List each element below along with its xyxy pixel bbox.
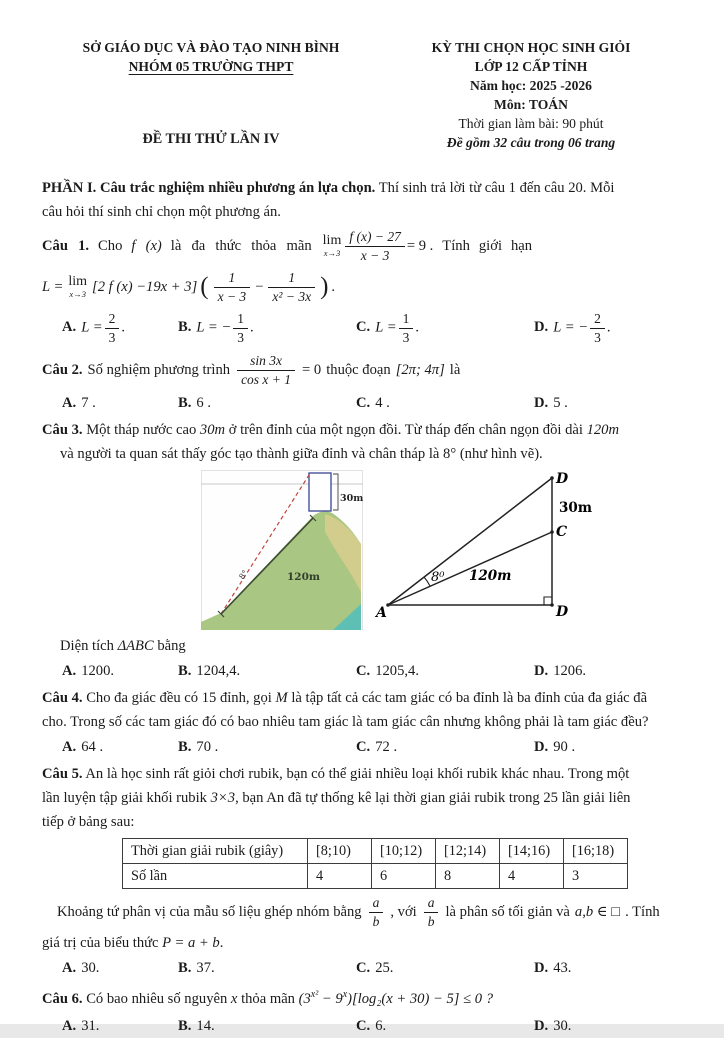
answer-option <box>62 956 178 980</box>
q1-label: Câu 1. <box>42 238 90 254</box>
q3-area-text: Diện tích <box>60 638 114 655</box>
vertex-label-bottom-right: D <box>556 604 569 621</box>
q1-text: Cho <box>98 238 123 254</box>
table-row <box>123 839 628 864</box>
part1-title: PHẦN I. Câu trắc nghiệm nhiều phương án lựa chọn. <box>42 180 376 196</box>
q2-text3: là <box>449 362 461 379</box>
vertex-dot <box>550 530 554 534</box>
answer-option <box>534 311 682 345</box>
option-value: 37. <box>196 960 215 977</box>
table-cell: 4 <box>500 864 564 889</box>
q6-log-term: )[log₂(x + 30) − 5] ≤ 0 ? <box>347 990 494 1007</box>
q3-text3: và người ta quan sát thấy góc tạo thành giữa đỉnh và chân tháp là <box>60 446 440 463</box>
vertex-label-top: D <box>556 471 569 488</box>
frac-denominator: x² − 3x <box>272 288 312 304</box>
table-header-cell: [16;18) <box>564 839 628 864</box>
option-letter: B. <box>178 395 192 412</box>
angle-arc <box>424 577 430 586</box>
question-2 <box>42 350 682 415</box>
q3-figure <box>42 468 682 634</box>
option-value: 1205,4. <box>375 663 419 680</box>
option-letter: D. <box>534 395 549 412</box>
q3-distance-value: 120m <box>586 422 620 439</box>
q1-limit-expression <box>321 229 434 263</box>
answer-option <box>534 956 682 980</box>
option-value: 5 . <box>553 395 568 412</box>
vertex-dot <box>550 476 554 480</box>
minus-sign: − <box>255 279 264 295</box>
hill-photo-illustration <box>201 470 363 630</box>
answer-option <box>534 1014 682 1038</box>
frac-numerator: f (x) − 27 <box>345 229 404 247</box>
option-value: 70 . <box>196 739 219 756</box>
question-6 <box>42 983 682 1038</box>
option-expression: L = − <box>196 319 232 336</box>
answer-option <box>62 311 178 345</box>
answer-option <box>534 391 682 415</box>
option-value: 4 . <box>375 395 390 412</box>
part1-instructions-line2: câu hỏi thí sinh chỉ chọn một phương án. <box>42 204 281 220</box>
frac-numerator: 2 <box>105 311 120 329</box>
answer-option <box>62 659 178 683</box>
frac-denominator: cos x + 1 <box>241 371 292 387</box>
table-cell: 3 <box>564 864 628 889</box>
frac-numerator: 1 <box>233 311 248 329</box>
subject-name: Môn: TOÁN <box>494 97 568 112</box>
school-year: Năm học: 2025 -2026 <box>470 78 592 93</box>
option-letter: A. <box>62 960 77 977</box>
option-value: 7 . <box>81 395 96 412</box>
option-letter: C. <box>356 395 371 412</box>
q6-base1: (3 <box>298 990 311 1007</box>
q5-quartile-line <box>42 893 682 931</box>
table-cell: 6 <box>372 864 436 889</box>
lim-subscript: x→3 <box>323 248 341 259</box>
photo-angle-label: 8° <box>237 568 250 582</box>
option-letter: C. <box>356 739 371 756</box>
school-group: NHÓM 05 TRƯỜNG THPT <box>128 59 294 74</box>
period: . <box>331 279 336 295</box>
question-5 <box>42 762 682 980</box>
answer-option <box>356 956 534 980</box>
answer-option <box>62 1014 178 1038</box>
option-letter: B. <box>178 960 192 977</box>
q6-label: Câu 6. <box>42 990 83 1007</box>
option-letter: D. <box>534 739 549 756</box>
q5-text6: , với <box>390 904 417 921</box>
q1-text3: Tính <box>442 238 470 254</box>
q6-answers <box>42 1014 682 1038</box>
triangle-diagram <box>376 468 606 626</box>
q5-text2: lần luyện tập giải khối rubik <box>42 790 207 807</box>
q3-label: Câu 3. <box>42 422 83 439</box>
table-header-cell: Thời gian giải rubik (giây) <box>123 839 308 864</box>
q5-cube-size: 3×3 <box>210 790 236 807</box>
q2-interval: [2π; 4π] <box>395 362 445 379</box>
q2-equals-zero: = 0 <box>302 362 322 379</box>
frac-numerator: a <box>369 895 384 913</box>
q3-text4: (như hình vẽ). <box>459 446 543 463</box>
contest-title: KỲ THI CHỌN HỌC SINH GIỎI <box>431 40 631 55</box>
table-row <box>123 864 628 889</box>
option-letter: A. <box>62 1018 77 1035</box>
frac-denominator: 3 <box>237 329 244 345</box>
question-3 <box>42 418 682 683</box>
answer-option <box>178 735 356 759</box>
diagram-angle-label: 8⁰ <box>431 570 445 586</box>
q4-label: Câu 4. <box>42 690 83 707</box>
q4-text: Cho đa giác đều có 15 đỉnh, gọi <box>86 690 272 707</box>
q1-bracket-term: [2 f (x) −19x + 3] <box>92 279 198 295</box>
answer-option <box>178 659 356 683</box>
q1-fx: f (x) <box>131 238 162 254</box>
frac-denominator: x − 3 <box>360 247 390 263</box>
answer-option <box>534 735 682 759</box>
option-value: 1200. <box>81 663 115 680</box>
period: . <box>121 319 125 336</box>
option-letter: C. <box>356 663 371 680</box>
option-letter: C. <box>356 960 371 977</box>
q5-label: Câu 5. <box>42 766 83 783</box>
q3-text: Một tháp nước cao <box>86 422 197 439</box>
period: . <box>219 935 224 952</box>
option-letter: A. <box>62 395 77 412</box>
q6-text: Có bao nhiêu số nguyên <box>86 990 228 1007</box>
q5-text7: là phân số tối giản và <box>445 904 570 921</box>
q6-text2: thỏa mãn <box>241 990 295 1007</box>
option-expression: L = <box>81 319 103 336</box>
q2-answers <box>42 391 682 415</box>
frac-denominator: 3 <box>108 329 116 345</box>
q5-text5: Khoảng tứ phân vị của mẫu số liệu ghép nhóm bằng <box>57 904 362 921</box>
option-letter: C. <box>356 319 371 336</box>
q5-text8: . Tính <box>625 904 660 921</box>
option-value: 25. <box>375 960 394 977</box>
answer-option <box>356 311 534 345</box>
answer-option <box>178 391 356 415</box>
frac-denominator: 3 <box>594 329 601 345</box>
q5-expression-P: P = a + b <box>162 935 220 952</box>
vertex-label-A: A <box>376 605 387 622</box>
option-letter: D. <box>534 663 549 680</box>
option-letter: C. <box>356 1018 371 1035</box>
table-cell: 4 <box>308 864 372 889</box>
option-letter: B. <box>178 319 192 336</box>
q6-exponent1: x² <box>310 989 319 1001</box>
frac-denominator: x − 3 <box>217 288 247 304</box>
option-expression: L = − <box>553 319 589 336</box>
option-letter: D. <box>534 319 549 336</box>
vertex-dot <box>550 603 554 607</box>
lim-word: lim <box>322 233 342 249</box>
q1-equals-nine: = 9 . <box>406 238 434 254</box>
option-letter: B. <box>178 739 192 756</box>
table-cell: 8 <box>436 864 500 889</box>
q5-text3: , bạn An đã tự thống kê lại thời gian giải rubik trong 25 lần giải liên <box>235 790 631 807</box>
frac-numerator: 1 <box>268 270 315 288</box>
table-header-cell: [12;14) <box>436 839 500 864</box>
answer-option <box>356 735 534 759</box>
option-value: 31. <box>81 1018 100 1035</box>
option-value: 72 . <box>375 739 398 756</box>
q3-angle-value: 8° <box>443 446 457 463</box>
frac-numerator: sin 3x <box>237 353 295 371</box>
exam-round-title: ĐỀ THI THỬ LẦN IV <box>142 131 280 147</box>
answer-option <box>356 659 534 683</box>
vertex-label-C: C <box>556 524 568 541</box>
lim-word: lim <box>68 274 88 290</box>
option-expression: L = <box>375 319 397 336</box>
exam-header <box>42 38 682 152</box>
q1-L-expression: L = lim x→3 [2 f (x) −19x + 3] ( $\frac{1}{x - 3}$ − $\frac{1}{\text{x² − 3x}}$ ) . <box>42 269 336 304</box>
q5-text4: tiếp ở bảng sau: <box>42 814 135 831</box>
option-letter: D. <box>534 1018 549 1035</box>
q3-text2: ở trên đỉnh của một ngọn đồi. Từ tháp đến chân ngọn đồi dài <box>228 422 583 439</box>
rubik-times-table <box>122 838 628 889</box>
option-value: 64 . <box>81 739 104 756</box>
period: . <box>415 319 419 336</box>
frac-numerator: 2 <box>590 311 605 329</box>
option-value: 14. <box>196 1018 215 1035</box>
option-letter: B. <box>178 663 192 680</box>
period: . <box>606 319 611 336</box>
q4-set-name: M <box>275 690 288 707</box>
q3-answers <box>42 659 682 683</box>
table-header-cell: [10;12) <box>372 839 436 864</box>
exam-duration: Thời gian làm bài: 90 phút <box>458 116 604 131</box>
q5-set-membership: a,b ∈ □ <box>574 904 621 921</box>
q1-answers <box>42 311 682 345</box>
pages-note: Đề gồm 32 câu trong 06 trang <box>446 135 616 150</box>
answer-option <box>356 1014 534 1038</box>
frac-denominator: b <box>427 913 435 929</box>
water-tower <box>309 473 331 511</box>
option-value: 6 . <box>196 395 211 412</box>
q1-text4: giới <box>478 238 502 254</box>
answer-option <box>178 311 356 345</box>
option-letter: A. <box>62 663 77 680</box>
q1-text2: là đa thức thỏa mãn <box>170 238 312 254</box>
answer-option <box>62 735 178 759</box>
option-value: 43. <box>553 960 572 977</box>
q3-triangle-name: ΔABC <box>117 638 154 655</box>
answer-option <box>534 659 682 683</box>
q4-text3: cho. Trong số các tam giác đó có bao nhiêu tam giác là tam giác cân nhưng không phải là tam giác đều? <box>42 714 649 731</box>
part1-instructions: Thí sinh trả lời từ câu 1 đến câu 20. Mỗi <box>375 180 615 196</box>
answer-option <box>178 956 356 980</box>
part1-intro <box>42 176 682 224</box>
table-header-cell: [8;10) <box>308 839 372 864</box>
frac-numerator: 1 <box>399 311 414 329</box>
q3-area-text2: bằng <box>157 638 186 655</box>
table-header-cell: [14;16) <box>500 839 564 864</box>
q6-inequality <box>299 991 493 1007</box>
contest-grade: LỚP 12 CẤP TỈNH <box>474 59 588 74</box>
option-value: 30. <box>553 1018 572 1035</box>
q6-variable: x <box>230 990 238 1007</box>
question-1 <box>42 226 682 345</box>
q2-text2: thuộc đoạn <box>326 362 391 379</box>
department-name: SỞ GIÁO DỤC VÀ ĐÀO TẠO NINH BÌNH <box>82 40 340 55</box>
option-letter: B. <box>178 1018 192 1035</box>
q1-L-equals: L = <box>42 279 64 295</box>
header-left-column <box>42 38 380 152</box>
q6-exponent2: x <box>342 989 348 1001</box>
option-letter: D. <box>534 960 549 977</box>
option-value: 30. <box>81 960 100 977</box>
table-cell: Số lần <box>123 864 308 889</box>
period: . <box>250 319 254 336</box>
q1-text5: hạn <box>511 238 533 254</box>
q5-answers <box>42 956 682 980</box>
frac-numerator: a <box>424 895 439 913</box>
q5-text: An là học sinh rất giỏi chơi rubik, bạn có thể giải nhiều loại khối rubik khác nhau. Trong một <box>85 766 630 783</box>
question-4 <box>42 686 682 759</box>
option-letter: A. <box>62 739 77 756</box>
option-value: 6. <box>375 1018 387 1035</box>
option-value: 90 . <box>553 739 576 756</box>
q5-text9: giá trị của biểu thức <box>42 935 159 952</box>
diagram-height-label: 30m <box>559 500 593 517</box>
answer-option <box>178 1014 356 1038</box>
header-right-column <box>380 38 682 152</box>
frac-denominator: 3 <box>402 329 410 345</box>
q2-label: Câu 2. <box>42 362 83 379</box>
frac-denominator: b <box>372 913 380 929</box>
q6-base2: − 9 <box>321 990 343 1007</box>
option-value: 1206. <box>553 663 587 680</box>
option-value: 1204,4. <box>196 663 241 680</box>
answer-option <box>356 391 534 415</box>
diagram-base-label: 120m <box>469 568 512 585</box>
lim-subscript: x→3 <box>69 289 86 300</box>
line-A-to-top <box>388 478 552 605</box>
q4-text2: là tập tất cả các tam giác có ba đỉnh là ba đỉnh của đa giác đã <box>291 690 648 707</box>
q2-text: Số nghiệm phương trình <box>87 362 231 379</box>
photo-slope-label: 120m <box>287 571 321 584</box>
q3-height-value: 30m <box>199 422 226 439</box>
photo-tower-label: 30m <box>340 493 364 505</box>
option-letter: A. <box>62 319 77 336</box>
answer-option <box>62 391 178 415</box>
frac-numerator: 1 <box>214 270 251 288</box>
q4-answers <box>42 735 682 759</box>
